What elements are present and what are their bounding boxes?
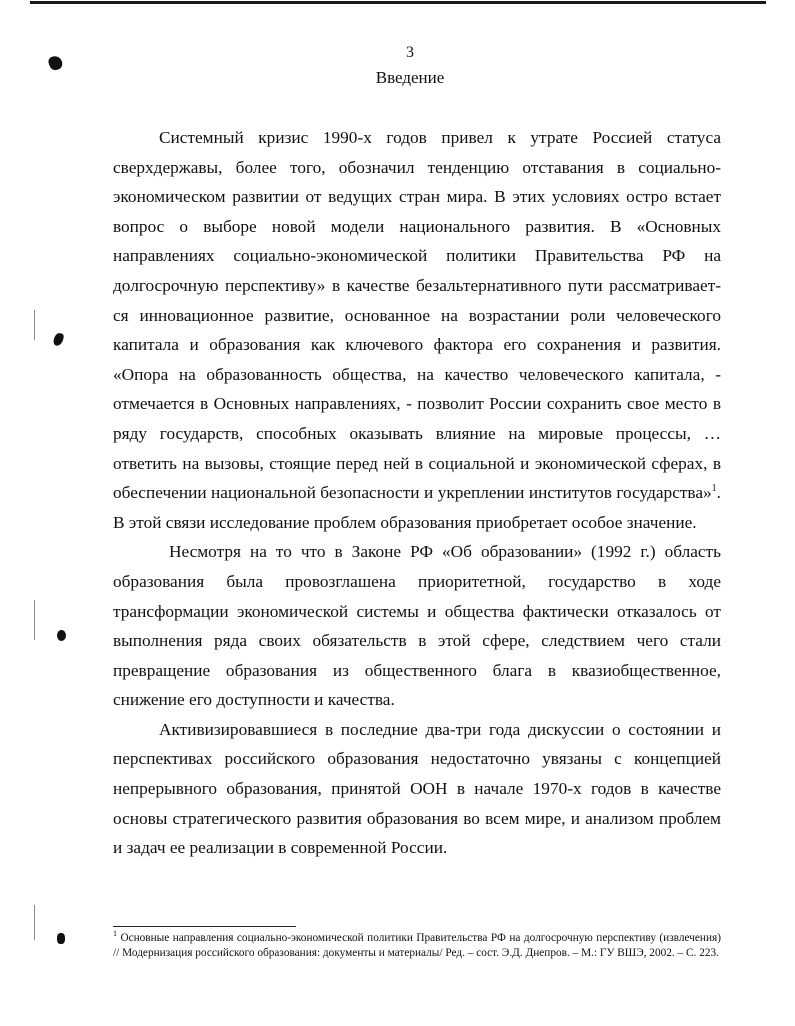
footnote-text: Основные направления социально-экономической политики Правительства РФ на долгосрочную перспективу (извлечения) // Модернизация российского образования: документы и материалы/ Ред. – сост. Э.Д. Днепров. – М.: ГУ ВШЭ, 2002. – С. 223. [113,932,721,959]
page-number: 3 [406,44,414,61]
paragraph [113,123,721,537]
paragraph-text: . В этой связи исследование проблем образования приобретает особое значение. [113,483,721,532]
page-title: Введение [375,68,445,87]
footnote-marker: 1 [113,929,117,939]
scan-line [34,600,35,640]
footnote [113,931,721,961]
paragraph: Несмотря на то что в Законе РФ «Об образовании» (1992 г.) область образования была провозглашена приоритетной, государство в ходе трансформации экономической системы и общества фактически отказалось от выполнения ряда своих обязательств в этой сфере, следствием чего стали превращение образования из общественного блага в квазиобщественное, снижение его доступности и качества. [113,542,721,710]
paragraph-text: Системный кризис 1990-х годов привел к утрате Россией статуса сверхдержавы, более того, обозначил тенденцию отставания в социально-экономическом развитии от ведущих стран мира. В этих условиях остро встает вопрос о выборе новой модели национального развития. В «Основных направлениях социально-экономической политики Правительства РФ на долгосрочную перспективу» в качестве безальтернативного пути рассматривает-ся инновационное развитие, основанное на возрастании роли человеческого капитала и образования как ключевого фактора его сохранения и развития. «Опора на образованность общества, на качество человеческого капитала, - отмечается в Основных направлениях, - позволит России сохранить свое место в ряду государств, способных оказывать влияние на мировые процессы, … ответить на вызовы, стоящие перед ней в социальной и экономической сферах, в обеспечении национальной безопасности и укреплении институтов государства» [113,128,721,503]
main-text [113,123,721,863]
scan-line [34,905,35,940]
scan-mark [52,332,64,347]
scan-mark [57,933,65,944]
scan-top-border [30,1,766,4]
footnote-separator [113,926,296,927]
footnote-reference: 1 [711,483,717,495]
scan-line [34,310,35,340]
scan-mark [57,630,66,641]
paragraph: Активизировавшиеся в последние два-три года дискуссии о состоянии и перспективах российского образования недостаточно увязаны с концепцией непрерывного образования, принятой ООН в начале 1970-х годов в качестве основы стратегического развития образования во всем мире, и анализом проблем и задач ее реализации в современной России. [113,719,721,858]
